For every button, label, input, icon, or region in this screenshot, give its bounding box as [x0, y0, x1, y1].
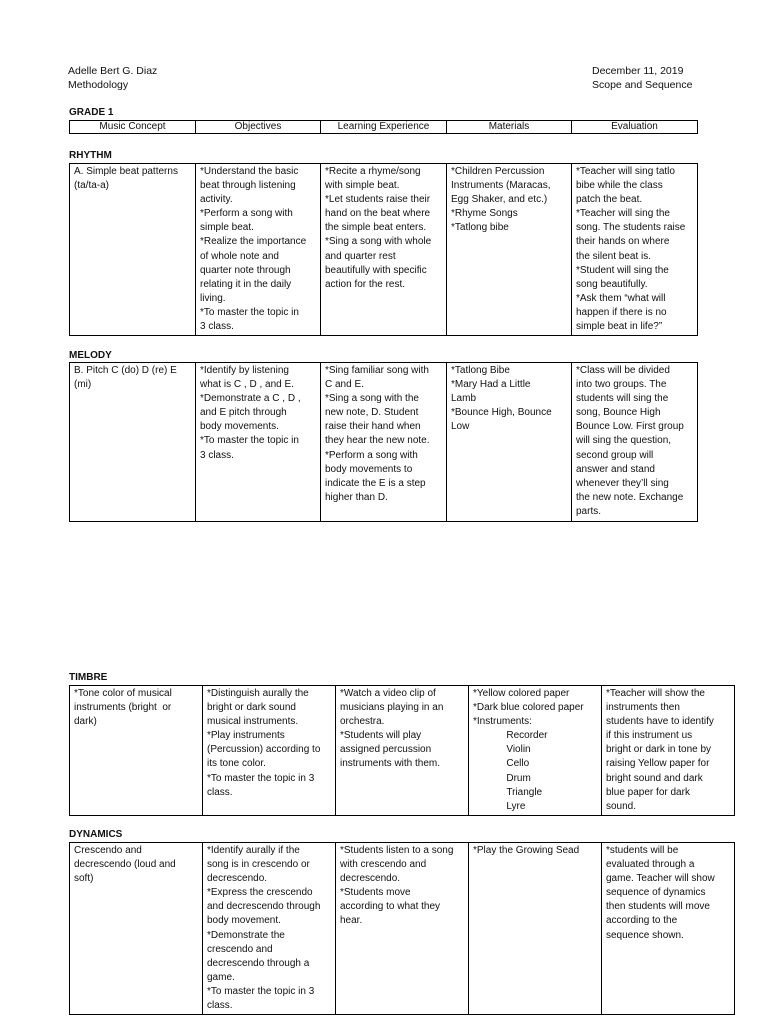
cell-line: indicate the E is a step: [325, 477, 426, 489]
cell-line: raising Yellow paper for: [606, 758, 710, 770]
column-header-evaluation: Evaluation: [572, 121, 698, 134]
cell-line: answer and stand: [576, 463, 655, 475]
cell-line: Lyre: [473, 800, 526, 812]
section-label-rhythm: RHYTHM: [69, 150, 112, 161]
cell-line: *Class will be divided: [576, 365, 670, 376]
cell-line: sequence shown.: [606, 929, 684, 941]
cell-line: Bounce Low. First group: [576, 421, 684, 433]
cell-line: musicians playing in an: [340, 702, 444, 714]
grade-label: GRADE 1: [69, 107, 114, 118]
cell-line: raise their hand when: [325, 421, 421, 433]
cell-learning-experience: [336, 686, 469, 816]
cell-line: *Demonstrate the: [207, 929, 285, 941]
cell-line: decrescendo (loud and: [74, 859, 176, 871]
cell-evaluation: [572, 363, 698, 522]
cell-line: instruments then: [606, 702, 680, 714]
cell-objectives: [196, 363, 321, 522]
cell-learning-experience: [321, 363, 447, 522]
table-row: [70, 164, 698, 336]
cell-line: action for the rest.: [325, 278, 406, 290]
cell-line: their hands on where: [576, 236, 670, 248]
cell-line: bright sound and dark: [606, 772, 703, 784]
cell-line: class.: [207, 1000, 233, 1012]
column-header-materials: Materials: [447, 121, 572, 134]
cell-line: *Teacher will sing tatlo: [576, 166, 675, 177]
cell-line: body movements to: [325, 463, 413, 475]
cell-line: bright or dark in tone by: [606, 744, 712, 756]
rhythm-table: [69, 163, 698, 336]
cell-line: living.: [200, 292, 226, 304]
cell-line: *Perform a song with: [325, 449, 418, 461]
cell-line: decrescendo.: [207, 873, 268, 885]
cell-line: beat through listening: [200, 180, 296, 192]
section-label-timbre: TIMBRE: [69, 672, 108, 683]
cell-line: *Instruments:: [473, 716, 532, 728]
cell-line: *To master the topic in 3: [207, 772, 315, 784]
cell-line: simple beat in life?”: [576, 321, 663, 333]
cell-line: will sing the question,: [576, 435, 672, 447]
cell-line: bright or dark sound: [207, 702, 296, 714]
cell-line: Drum: [473, 772, 531, 784]
cell-line: decrescendo through a: [207, 957, 310, 969]
cell-line: quarter note through: [200, 264, 291, 276]
cell-line: patch the beat.: [576, 194, 643, 206]
cell-line: *To master the topic in: [200, 306, 299, 318]
cell-line: with crescendo and: [340, 859, 427, 871]
cell-line: body movements.: [200, 421, 279, 433]
document-type: Scope and Sequence: [592, 79, 693, 91]
cell-line: *Sing a song with the: [325, 393, 419, 405]
cell-line: second group will: [576, 449, 654, 461]
cell-evaluation: [602, 686, 735, 816]
cell-line: *Teacher will show the: [606, 688, 705, 699]
table-row: [70, 686, 735, 816]
cell-line: (Percussion) according to: [207, 744, 321, 756]
cell-line: crescendo and: [207, 943, 273, 955]
dynamics-table: [69, 842, 735, 1015]
subject-name: Methodology: [68, 79, 129, 91]
cell-line: game. Teacher will show: [606, 873, 715, 885]
cell-line: students will sing the: [576, 393, 669, 405]
cell-line: *Children Percussion: [451, 166, 545, 177]
cell-line: song beautifully.: [576, 278, 648, 290]
cell-materials: [469, 686, 602, 816]
cell-music-concept: [70, 363, 196, 522]
cell-line: Violin: [473, 744, 531, 756]
cell-line: *Bounce High, Bounce: [451, 407, 552, 419]
cell-line: *Realize the importance: [200, 236, 307, 248]
cell-line: hand on the beat where: [325, 208, 431, 220]
cell-line: C and E.: [325, 379, 364, 391]
cell-line: into two groups. The: [576, 379, 667, 391]
cell-line: *To master the topic in 3: [207, 985, 315, 997]
cell-evaluation: [602, 843, 735, 1015]
cell-line: higher than D.: [325, 491, 388, 503]
cell-line: and E pitch through: [200, 407, 287, 419]
cell-line: (ta/ta-a): [74, 180, 110, 192]
cell-line: *Students move: [340, 887, 411, 899]
cell-line: decrescendo.: [340, 873, 401, 885]
cell-line: Triangle: [473, 786, 543, 798]
cell-line: *Sing a song with whole: [325, 236, 432, 248]
cell-line: its tone color.: [207, 758, 266, 770]
cell-line: 3 class.: [200, 449, 234, 461]
cell-line: they hear the new note.: [325, 435, 430, 447]
cell-line: new note, D. Student: [325, 407, 419, 419]
cell-line: *Students listen to a song: [340, 845, 454, 856]
cell-music-concept: [70, 164, 196, 336]
cell-line: A. Simple beat patterns: [74, 166, 178, 177]
cell-music-concept: [70, 686, 203, 816]
cell-line: activity.: [200, 194, 233, 206]
cell-line: if this instrument us: [606, 730, 693, 742]
cell-line: *Distinguish aurally the: [207, 688, 309, 699]
cell-line: evaluated through a: [606, 859, 695, 871]
cell-learning-experience: [336, 843, 469, 1015]
column-header-row: [70, 121, 698, 134]
section-label-dynamics: DYNAMICS: [69, 829, 123, 840]
cell-line: 3 class.: [200, 321, 234, 333]
column-header-objectives: Objectives: [196, 121, 321, 134]
cell-line: Egg Shaker, and etc.): [451, 194, 548, 206]
cell-line: Recorder: [473, 730, 548, 742]
cell-line: song, Bounce High: [576, 407, 661, 419]
cell-line: musical instruments.: [207, 716, 299, 728]
cell-learning-experience: [321, 164, 447, 336]
cell-line: bibe while the class: [576, 180, 663, 192]
cell-line: sequence of dynamics: [606, 887, 706, 899]
cell-evaluation: [572, 164, 698, 336]
cell-line: (mi): [74, 379, 92, 391]
cell-line: song is in crescendo or: [207, 859, 310, 871]
cell-line: *Recite a rhyme/song: [325, 166, 421, 177]
cell-line: whenever they’ll sing: [576, 477, 669, 489]
cell-line: hear.: [340, 915, 363, 927]
cell-line: beautifully with specific: [325, 264, 427, 276]
section-label-melody: MELODY: [69, 350, 112, 361]
document-date: December 11, 2019: [592, 65, 684, 77]
cell-line: according to the: [606, 915, 678, 927]
cell-line: *Dark blue colored paper: [473, 702, 584, 714]
cell-line: happen if there is no: [576, 306, 667, 318]
cell-music-concept: [70, 843, 203, 1015]
cell-line: *Understand the basic: [200, 166, 299, 177]
cell-materials: [447, 164, 572, 336]
cell-line: *Students will play: [340, 730, 422, 742]
cell-line: sound.: [606, 800, 637, 812]
cell-line: the silent beat is.: [576, 250, 652, 262]
cell-line: class.: [207, 786, 233, 798]
cell-line: *Watch a video clip of: [340, 688, 436, 699]
cell-line: *Student will sing the: [576, 264, 669, 276]
cell-line: Instruments (Maracas,: [451, 180, 551, 192]
cell-line: *students will be: [606, 845, 679, 856]
cell-line: *Ask them “what will: [576, 292, 666, 304]
cell-line: instruments with them.: [340, 758, 441, 770]
melody-table: [69, 362, 698, 522]
cell-line: Cello: [473, 758, 530, 770]
cell-line: dark): [74, 716, 97, 728]
cell-line: orchestra.: [340, 716, 385, 728]
cell-line: parts.: [576, 505, 602, 517]
cell-materials: [469, 843, 602, 1015]
cell-line: the simple beat enters.: [325, 222, 427, 234]
cell-line: *Sing familiar song with: [325, 365, 429, 376]
column-header-learning-experience: Learning Experience: [321, 121, 447, 134]
cell-materials: [447, 363, 572, 522]
cell-line: *Play instruments: [207, 730, 285, 742]
cell-line: simple beat.: [200, 222, 254, 234]
cell-line: of whole note and: [200, 250, 279, 262]
cell-line: *To master the topic in: [200, 435, 299, 447]
cell-line: instruments (bright or: [74, 702, 172, 714]
cell-objectives: [196, 164, 321, 336]
timbre-table: [69, 685, 735, 816]
cell-line: and quarter rest: [325, 250, 396, 262]
cell-line: *Play the Growing Sead: [473, 845, 580, 856]
cell-line: then students will move: [606, 901, 710, 913]
cell-line: song. The students raise: [576, 222, 686, 234]
table-row: [70, 363, 698, 522]
column-header-music-concept: Music Concept: [70, 121, 196, 134]
cell-line: *Rhyme Songs: [451, 208, 518, 220]
cell-line: *Perform a song with: [200, 208, 293, 220]
cell-line: game.: [207, 971, 235, 983]
cell-line: *Identify aurally if the: [207, 845, 300, 856]
cell-line: *Mary Had a Little: [451, 379, 531, 391]
cell-line: B. Pitch C (do) D (re) E: [74, 365, 177, 376]
cell-line: students have to identify: [606, 716, 714, 728]
cell-line: what is C , D , and E.: [200, 379, 294, 391]
cell-line: *Tatlong bibe: [451, 222, 509, 234]
table-row: [70, 843, 735, 1015]
cell-line: *Express the crescendo: [207, 887, 313, 899]
cell-line: Lamb: [451, 393, 477, 405]
cell-line: *Tatlong Bibe: [451, 365, 510, 376]
cell-line: blue paper for dark: [606, 786, 690, 798]
cell-objectives: [203, 686, 336, 816]
cell-line: body movement.: [207, 915, 281, 927]
cell-line: *Teacher will sing the: [576, 208, 670, 220]
cell-line: *Demonstrate a C , D ,: [200, 393, 301, 405]
cell-line: soft): [74, 873, 94, 885]
cell-line: *Identify by listening: [200, 365, 289, 376]
cell-line: Low: [451, 421, 470, 433]
cell-objectives: [203, 843, 336, 1015]
cell-line: assigned percussion: [340, 744, 432, 756]
cell-line: the new note. Exchange: [576, 491, 684, 503]
cell-line: and decrescendo through: [207, 901, 321, 913]
cell-line: *Let students raise their: [325, 194, 431, 206]
cell-line: relating it in the daily: [200, 278, 292, 290]
cell-line: *Tone color of musical: [74, 688, 172, 699]
column-header-table: [69, 120, 698, 134]
cell-line: with simple beat.: [325, 180, 400, 192]
cell-line: Crescendo and: [74, 845, 142, 856]
author-name: Adelle Bert G. Diaz: [68, 65, 158, 77]
cell-line: according to what they: [340, 901, 441, 913]
cell-line: *Yellow colored paper: [473, 688, 570, 699]
